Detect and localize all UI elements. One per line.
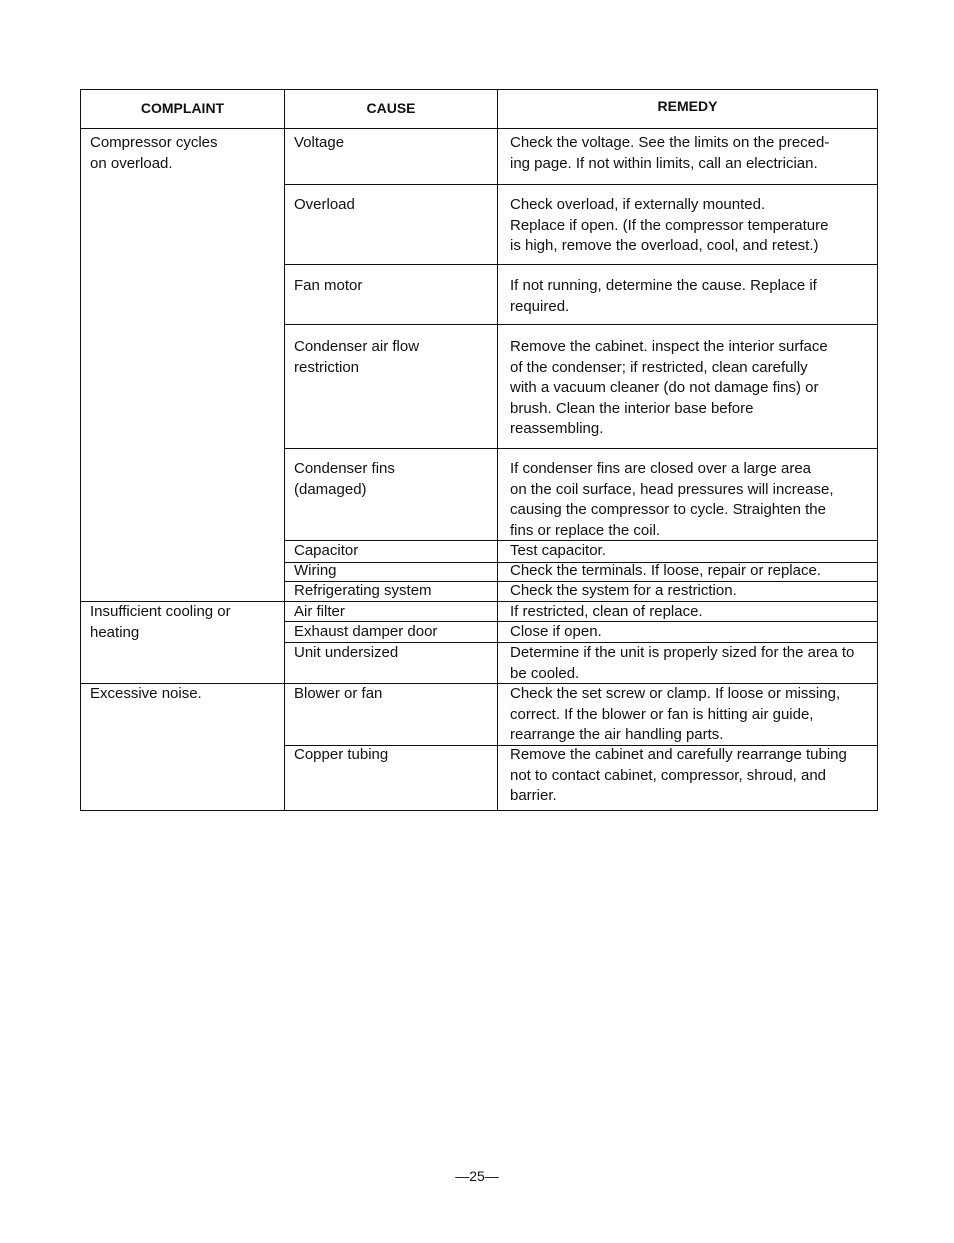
cause-cell: Copper tubing bbox=[294, 746, 389, 763]
remedy-cell: Remove the cabinet and carefully rearrange tubing not to contact cabinet, compressor, shroud, and barrier. bbox=[510, 746, 847, 804]
remedy-cell: Check the voltage. See the limits on the preced- ing page. If not within limits, call an electrician. bbox=[510, 134, 830, 172]
remedy-cell: Check the set screw or clamp. If loose or missing, correct. If the blower or fan is hitting air guide, rearrange the air handling parts. bbox=[510, 685, 841, 743]
column-divider bbox=[284, 90, 285, 810]
remedy-cell: Check the system for a restriction. bbox=[510, 582, 737, 599]
remedy-cell: Remove the cabinet. inspect the interior surface of the condenser; if restricted, clean carefully with a vacuum cleaner (do not damage fins) or brush. Clean the interior base before reassembling. bbox=[510, 338, 828, 437]
cause-cell: Capacitor bbox=[294, 542, 359, 559]
header-divider bbox=[81, 128, 877, 129]
troubleshooting-table bbox=[80, 89, 878, 811]
cause-cell: Condenser air flow restriction bbox=[294, 338, 420, 376]
remedy-cell: Check overload, if externally mounted. Replace if open. (If the compressor temperature is high, remove the overload, cool, and retest.) bbox=[510, 196, 829, 254]
cause-cell: Unit undersized bbox=[294, 644, 399, 661]
cause-cell: Voltage bbox=[294, 134, 345, 151]
row-divider bbox=[284, 324, 877, 325]
row-divider bbox=[284, 448, 877, 449]
header-remedy: REMEDY bbox=[657, 98, 718, 114]
remedy-cell: If condenser fins are closed over a large area on the coil surface, head pressures will increase, causing the compressor to cycle. Straighten the fins or replace the coil. bbox=[510, 460, 834, 539]
row-divider bbox=[284, 184, 877, 185]
cause-cell: Blower or fan bbox=[294, 685, 383, 702]
remedy-cell: Close if open. bbox=[510, 623, 602, 640]
header-cause: CAUSE bbox=[366, 100, 416, 116]
remedy-cell: Check the terminals. If loose, repair or replace. bbox=[510, 562, 821, 579]
column-divider bbox=[497, 90, 498, 810]
cause-cell: Air filter bbox=[294, 603, 345, 620]
cause-cell: Wiring bbox=[294, 562, 337, 579]
cause-cell: Fan motor bbox=[294, 277, 363, 294]
header-complaint: COMPLAINT bbox=[140, 100, 225, 116]
complaint-cell: Excessive noise. bbox=[90, 685, 202, 702]
cause-cell: Exhaust damper door bbox=[294, 623, 438, 640]
complaint-cell: Compressor cycles on overload. bbox=[90, 134, 218, 172]
row-divider bbox=[284, 264, 877, 265]
cause-cell: Condenser fins (damaged) bbox=[294, 460, 395, 498]
page-number: —25— bbox=[455, 1168, 499, 1184]
complaint-cell: Insufficient cooling or heating bbox=[90, 603, 231, 641]
remedy-cell: If not running, determine the cause. Replace if required. bbox=[510, 277, 817, 315]
remedy-cell: If restricted, clean of replace. bbox=[510, 603, 703, 620]
remedy-cell: Determine if the unit is properly sized for the area to be cooled. bbox=[510, 644, 855, 682]
cause-cell: Overload bbox=[294, 196, 355, 213]
cause-cell: Refrigerating system bbox=[294, 582, 432, 599]
remedy-cell: Test capacitor. bbox=[510, 542, 606, 559]
